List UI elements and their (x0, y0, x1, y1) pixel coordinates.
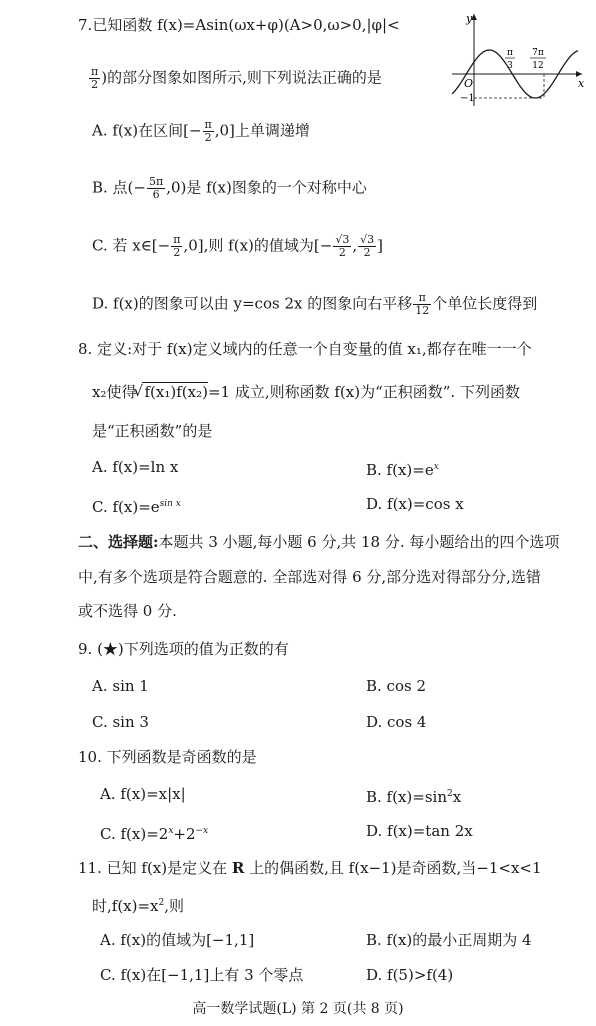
q9-option-c: C. sin 3 (92, 713, 149, 731)
tick1-denominator: 3 (507, 61, 513, 71)
section2-line1: 二、选择题:本题共 3 小题,每小题 6 分,共 18 分. 每小题给出的四个选项 (78, 533, 560, 551)
x-label: x (578, 77, 585, 90)
q7-number: 7. (78, 16, 93, 34)
origin-label: O (464, 77, 474, 90)
tick1-numerator: π (507, 48, 513, 58)
q11-option-b: B. f(x)的最小正周期为 4 (366, 931, 532, 949)
q9-option-b: B. cos 2 (366, 677, 426, 695)
q10-option-a: A. f(x)=x|x| (100, 785, 186, 803)
q7-stem-text: 已知函数 f(x)=Asin(ωx+φ)(A>0,ω>0,|φ|< (92, 16, 400, 34)
q10-option-c: C. $f(x)=2^x+2^{-x}$ (100, 825, 209, 843)
y-label: y (466, 12, 473, 25)
q7-stem-line2 (88, 66, 382, 91)
min-value-label: −1 (460, 93, 475, 104)
q8-sqrt: √ f(x₁)f(x₂) (133, 382, 208, 401)
q7-stem-fraction: $\frac{\pi}{2}$ (91, 65, 99, 91)
q9-option-d: D. cos 4 (366, 713, 427, 731)
q11-option-d: D. f(5)>f(4) (366, 966, 454, 984)
q7-stem-rest: )的部分图象如图所示,则下列说法正确的是 (101, 68, 382, 87)
q7-option-b: B. 点(− $\frac{5\pi}{6}$ ,0)是 f(x)图象的一个对称中心 (92, 175, 367, 201)
q8-stem-line1: 8. 定义:对于 f(x)定义域内的任意一个自变量的值 x₁,都存在唯一一个 (78, 340, 532, 358)
q10-option-b: B. $f(x)=\sin^2x$ (366, 788, 462, 806)
section2-line3: 或不选得 0 分. (78, 602, 177, 620)
q11-stem-line1: 11. 已知 f(x)是定义在 R 上的偶函数,且 f(x−1)是奇函数,当−1<x<1 (78, 859, 542, 877)
q10-stem: 10. 下列函数是奇函数的是 (78, 748, 257, 766)
q8-option-b: B. $f(x)=e^x$ (366, 461, 439, 479)
q7-option-a: A. f(x)在区间[− $\frac{\pi}{2}$ ,0]上单调递增 (92, 118, 310, 144)
q8-option-d: D. f(x)=cos x (366, 495, 464, 513)
section2-line2: 中,有多个选项是符合题意的. 全部选对得 6 分,部分选对得部分分,选错 (78, 568, 541, 586)
q7-option-c: C. 若 x∈[− $\frac{\pi}{2}$ ,0],则 f(x)的值域为[− $\frac{√3}{2}$ , $\frac{√3}{2}$ ] (92, 233, 383, 259)
q7-stem-line1 (78, 14, 400, 36)
page-footer: 高一数学试题(L) 第 2 页(共 8 页) (192, 1001, 404, 1017)
q8-option-c: C. $f(x)=e^{sin x}$ (92, 498, 181, 516)
tick2-numerator: 7π (532, 48, 544, 58)
q11-option-c: C. f(x)在[−1,1]上有 3 个零点 (100, 966, 304, 984)
q8-option-a: A. f(x)=ln x (92, 458, 179, 476)
tick2-denominator: 12 (532, 61, 544, 71)
q10-option-d: D. f(x)=tan 2x (366, 822, 473, 840)
q11-stem-line2: 时$,f(x)=x^2$,则 (92, 897, 185, 915)
q8-stem-line3: 是“正积函数”的是 (92, 422, 213, 440)
q11-option-a: A. f(x)的值域为[−1,1] (100, 931, 255, 949)
q8-stem-line2: x₂使得 √ f(x₁)f(x₂)=1 成立,则称函数 f(x)为“正积函数”. 下列函数 (92, 382, 520, 401)
q9-stem: 9. (★)下列选项的值为正数的有 (78, 640, 289, 658)
q7-option-d: D. f(x)的图象可以由 y=cos 2x 的图象向右平移 $\frac{\pi}{12}$ 个单位长度得到 (92, 291, 538, 317)
q7-sine-graph (450, 10, 586, 110)
q9-option-a: A. sin 1 (92, 677, 149, 695)
